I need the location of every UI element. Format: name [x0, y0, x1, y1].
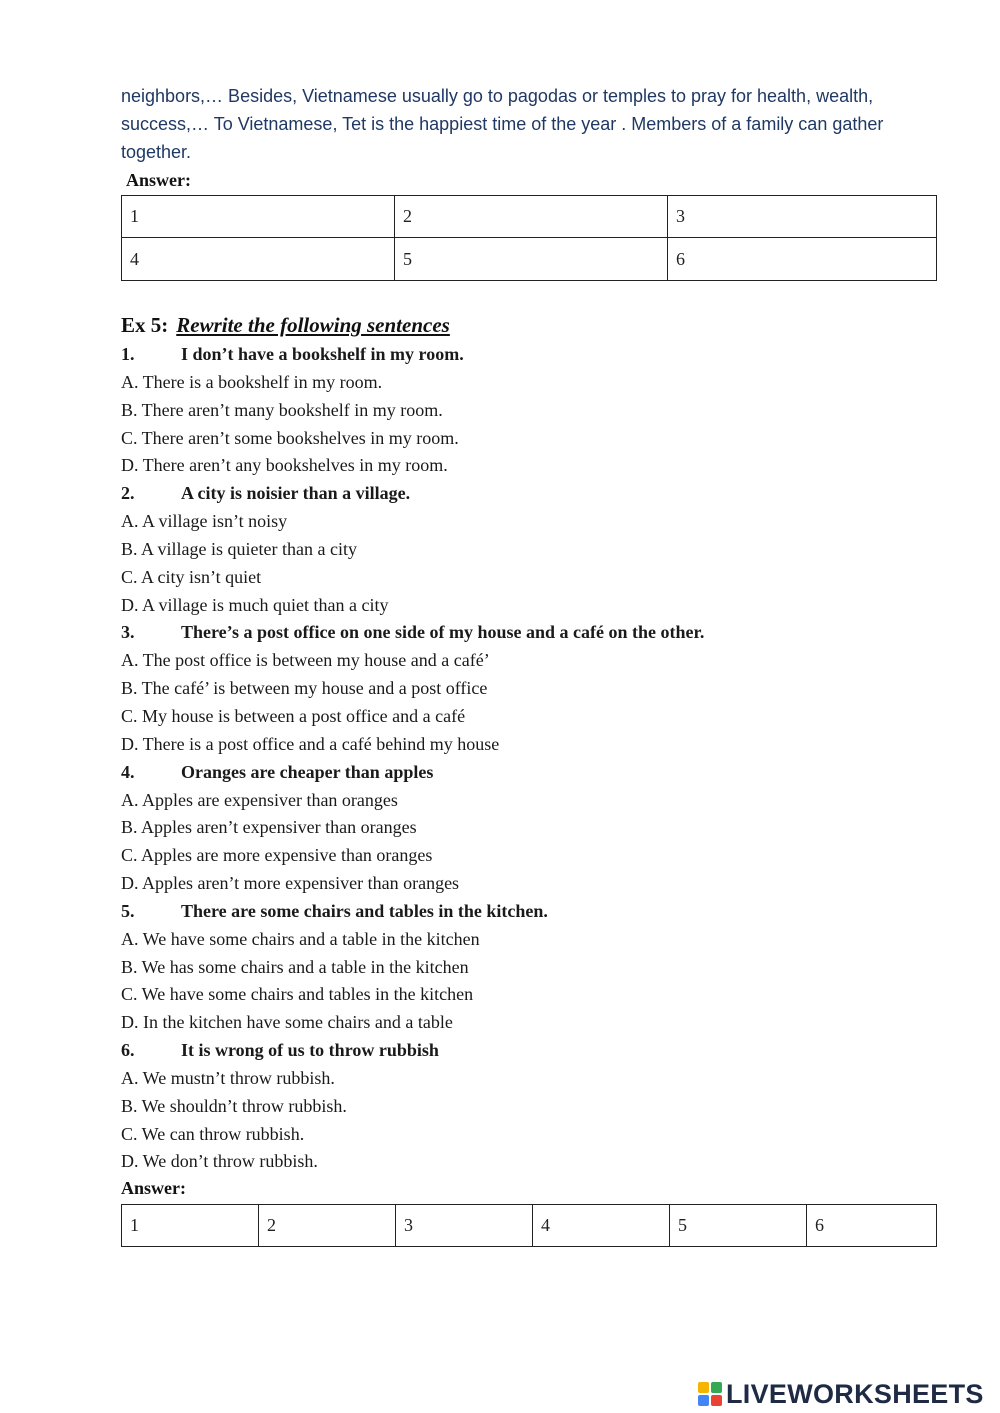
question-stem	[121, 341, 961, 369]
logo-square	[698, 1382, 709, 1393]
question-text: There’s a post office on one side of my house and a café on the other.	[181, 622, 705, 643]
exercise-number: Ex 5:	[121, 313, 169, 337]
question-number: 1.	[121, 344, 135, 364]
answer-option[interactable]: C. Apples are more expensive than oranges	[121, 845, 433, 866]
answer-cell[interactable]: 6	[668, 238, 937, 281]
answer-option[interactable]: D. There is a post office and a café behind my house	[121, 733, 500, 754]
answer-option[interactable]: B. We has some chairs and a table in the kitchen	[121, 956, 469, 977]
answer-cell[interactable]: 2	[395, 196, 668, 238]
answer-table-1-row	[122, 238, 937, 281]
logo-square	[711, 1382, 722, 1393]
question-stem	[121, 619, 961, 647]
answer-cell[interactable]: 6	[807, 1205, 937, 1247]
answer-option[interactable]: C. We can throw rubbish.	[121, 1123, 305, 1144]
answer-cell[interactable]: 3	[396, 1205, 533, 1247]
question-text: A city is noisier than a village.	[181, 483, 411, 504]
answer-option[interactable]: D. There aren’t any bookshelves in my room.	[121, 455, 448, 476]
question-text: I don’t have a bookshelf in my room.	[181, 344, 464, 364]
answer-option[interactable]: B. We shouldn’t throw rubbish.	[121, 1095, 347, 1116]
exercise-title	[121, 313, 450, 338]
passage-text: neighbors,… Besides, Vietnamese usually go to pagodas or temples to pray for health, wealth, success,… To Vietnamese, Tet is the happiest time of the year . Members of a family can gather together.	[121, 86, 884, 162]
logo-square	[698, 1395, 709, 1406]
answer-option[interactable]: C. We have some chairs and tables in the kitchen	[121, 984, 474, 1005]
logo-square	[711, 1395, 722, 1406]
answer-option[interactable]: C. A city isn’t quiet	[121, 566, 262, 587]
answer-cell[interactable]: 5	[395, 238, 668, 281]
answer-label-1: Answer:	[126, 170, 191, 190]
question-stem	[121, 898, 961, 926]
question-text: It is wrong of us to throw rubbish	[181, 1040, 439, 1061]
answer-option[interactable]: A. A village isn’t noisy	[121, 511, 288, 532]
liveworksheets-logo	[698, 1377, 984, 1411]
answer-option[interactable]: B. Apples aren’t expensiver than oranges	[121, 817, 417, 838]
answer-option[interactable]: C. My house is between a post office and a café	[121, 705, 466, 726]
question-number: 3.	[121, 622, 135, 643]
question-number: 4.	[121, 761, 135, 782]
question-text: There are some chairs and tables in the kitchen.	[181, 900, 548, 921]
answer-cell[interactable]: 2	[259, 1205, 396, 1247]
answer-table-1	[121, 195, 937, 281]
liveworksheets-logo-icon	[698, 1382, 722, 1406]
answer-table-2-row	[122, 1205, 937, 1247]
liveworksheets-logo-text: LIVEWORKSHEETS	[726, 1378, 984, 1409]
question-stem	[121, 759, 961, 787]
question-number: 2.	[121, 483, 135, 504]
answer-option[interactable]: B. The café’ is between my house and a post office	[121, 678, 488, 699]
answer-option[interactable]: D. In the kitchen have some chairs and a table	[121, 1012, 453, 1033]
answer-option[interactable]: D. A village is much quiet than a city	[121, 594, 389, 615]
answer-cell[interactable]: 3	[668, 196, 937, 238]
answer-label-2: Answer:	[121, 1178, 186, 1198]
answer-option[interactable]: A. There is a bookshelf in my room.	[121, 371, 383, 392]
answer-option[interactable]: D. Apples aren’t more expensiver than oranges	[121, 873, 460, 894]
answer-option[interactable]: C. There aren’t some bookshelves in my room.	[121, 427, 459, 448]
answer-table-1-row	[122, 196, 937, 238]
answer-option[interactable]: A. We have some chairs and a table in the kitchen	[121, 928, 480, 949]
answer-table-2	[121, 1204, 937, 1247]
answer-option[interactable]: D. We don’t throw rubbish.	[121, 1151, 318, 1172]
answer-cell[interactable]: 4	[122, 238, 395, 281]
question-stem	[121, 1037, 961, 1065]
question-number: 6.	[121, 1040, 135, 1061]
answer-option[interactable]: A. The post office is between my house and a café’	[121, 650, 490, 671]
question-list	[121, 341, 961, 1176]
question-number: 5.	[121, 900, 135, 921]
answer-cell[interactable]: 4	[533, 1205, 670, 1247]
question-text: Oranges are cheaper than apples	[181, 761, 434, 782]
exercise-task: Rewrite the following sentences	[176, 313, 450, 337]
answer-cell[interactable]: 1	[122, 1205, 259, 1247]
answer-option[interactable]: B. A village is quieter than a city	[121, 538, 357, 559]
answer-cell[interactable]: 1	[122, 196, 395, 238]
answer-option[interactable]: B. There aren’t many bookshelf in my room.	[121, 399, 443, 420]
answer-option[interactable]: A. We mustn’t throw rubbish.	[121, 1067, 335, 1088]
answer-cell[interactable]: 5	[670, 1205, 807, 1247]
answer-option[interactable]: A. Apples are expensiver than oranges	[121, 789, 398, 810]
question-stem	[121, 480, 961, 508]
